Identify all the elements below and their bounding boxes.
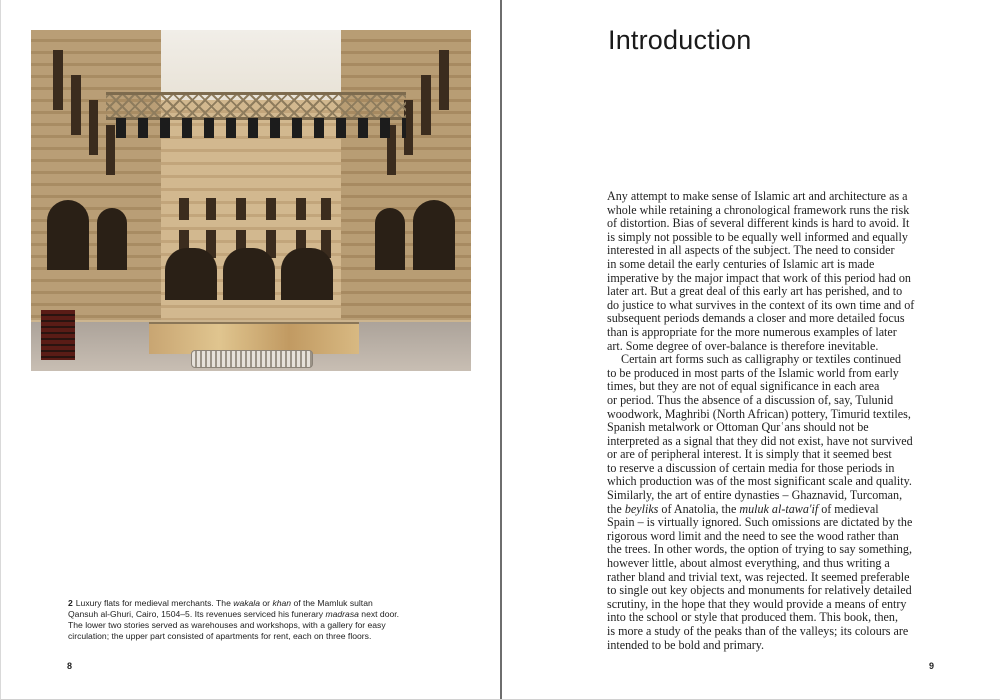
photo-arch	[223, 248, 275, 300]
text-line: or are of peripheral interest. It is simply that it seemed best	[607, 447, 892, 462]
text-line: Spanish metalwork or Ottoman Qurʿans should not be	[607, 420, 869, 435]
text-line: or period. Thus the absence of a discussion of, say, Tulunid	[607, 392, 894, 407]
paragraph-1	[607, 190, 937, 353]
photo-arch	[413, 200, 455, 270]
text-line: of distortion. Bias of several different kinds is hard to avoid. It	[607, 216, 910, 231]
photo-window	[179, 198, 189, 220]
figure-number: 2	[68, 598, 73, 608]
text-line: in some detail the early centuries of Islamic art is made	[607, 256, 875, 271]
text-line: interested in all aspects of the subject. The need to consider	[607, 243, 895, 258]
text-line: to single out key objects and monuments for relatively detailed	[607, 583, 912, 598]
text-line: imperative by the major impact that work of this period had on	[607, 270, 911, 285]
photo-lighting-truss	[106, 92, 406, 120]
photo-window	[89, 100, 98, 155]
text-line: later art. But a great deal of this early art has perished, and to	[607, 284, 903, 299]
photo-window	[71, 75, 81, 135]
photo-stage-lights	[116, 118, 406, 138]
photo-window	[206, 198, 216, 220]
caption-line: Luxury flats for medieval merchants. The wakala or khan of the Mamluk sultan	[75, 598, 373, 608]
text-line: to be produced in most parts of the Islamic world from early	[607, 365, 899, 380]
left-page	[1, 0, 500, 699]
body-text	[607, 190, 937, 652]
photo-chairs	[41, 310, 75, 360]
text-line: Any attempt to make sense of Islamic art and architecture as a	[607, 189, 908, 203]
text-line: art. Some degree of over-balance is therefore inevitable.	[607, 338, 879, 353]
text-line: whole while retaining a chronological framework runs the risk	[607, 202, 910, 217]
photo-window	[106, 125, 115, 175]
photo-arch	[97, 208, 127, 270]
text-line: times, but they are not of equal significance in each area	[607, 379, 880, 394]
page-number-right: 9	[929, 661, 935, 671]
text-line: scrutiny, in the hope that they would provide a means of entry	[607, 596, 907, 611]
text-line: interpreted as a signal that they did not exist, have not survived	[607, 433, 913, 448]
photo-window	[236, 198, 246, 220]
text-line: subsequent periods demands a closer and more detailed focus	[607, 311, 905, 326]
text-line: the beyliks of Anatolia, the muluk al-tawa'if of medieval	[607, 501, 879, 516]
photo-arch	[165, 248, 217, 300]
figure-caption	[68, 598, 478, 642]
text-line: rigorous word limit and the need to see the wood rather than	[607, 528, 899, 543]
photo-fountain	[191, 350, 313, 368]
text-line: do justice to what survives in the context of its own time and of	[607, 297, 915, 312]
photo-arch	[281, 248, 333, 300]
photo-window	[296, 198, 306, 220]
text-line: the trees. In other words, the option of trying to say something,	[607, 542, 912, 557]
photo-window	[421, 75, 431, 135]
text-line: Certain art forms such as calligraphy or textiles continued	[621, 352, 902, 367]
text-line: to reserve a discussion of certain media for those periods in	[607, 460, 895, 475]
text-line: is simply not possible to be equally well informed and equally	[607, 229, 908, 244]
text-line: Similarly, the art of entire dynasties – Ghaznavid, Turcoman,	[607, 488, 903, 503]
text-line: than is appropriate for the more numerous examples of later	[607, 324, 897, 339]
photo-left-wall	[31, 30, 161, 320]
paragraph-2	[607, 353, 937, 652]
photo-right-wall	[341, 30, 471, 320]
page-number-left: 8	[67, 661, 73, 671]
photo-window	[53, 50, 63, 110]
caption-line: circulation; the upper part consisted of apartments for rent, each on three floors.	[68, 631, 372, 641]
photo-window	[321, 198, 331, 220]
text-line: intended to be bold and primary.	[607, 637, 765, 652]
photo-arch	[47, 200, 89, 270]
text-line: however little, about almost everything, and thus writing a	[607, 556, 890, 571]
text-line: is more a study of the peaks than of the valleys; its colours are	[607, 624, 909, 638]
text-line: which production was of the most significant scale and quality.	[607, 474, 912, 489]
text-line: woodwork, Maghribi (North African) pottery, Timurid textiles,	[607, 406, 911, 421]
right-page	[502, 0, 1000, 699]
text-line: Spain – is virtually ignored. Such omissions are dictated by the	[607, 515, 913, 530]
caption-line: Qansuh al-Ghuri, Cairo, 1504–5. Its revenues serviced his funerary madrasa next door.	[68, 609, 400, 619]
courtyard-photo	[31, 30, 471, 371]
text-line: rather bland and trivial text, was rejected. It seemed preferable	[607, 569, 910, 584]
photo-sky	[141, 30, 361, 100]
chapter-title: Introduction	[608, 25, 752, 55]
photo-arch	[375, 208, 405, 270]
caption-line: The lower two stories served as warehouses and workshops, with a gallery for easy	[68, 620, 386, 630]
photo-window	[266, 198, 276, 220]
text-line: into the school or style that produced them. This book, then,	[607, 610, 898, 625]
photo-window	[439, 50, 449, 110]
